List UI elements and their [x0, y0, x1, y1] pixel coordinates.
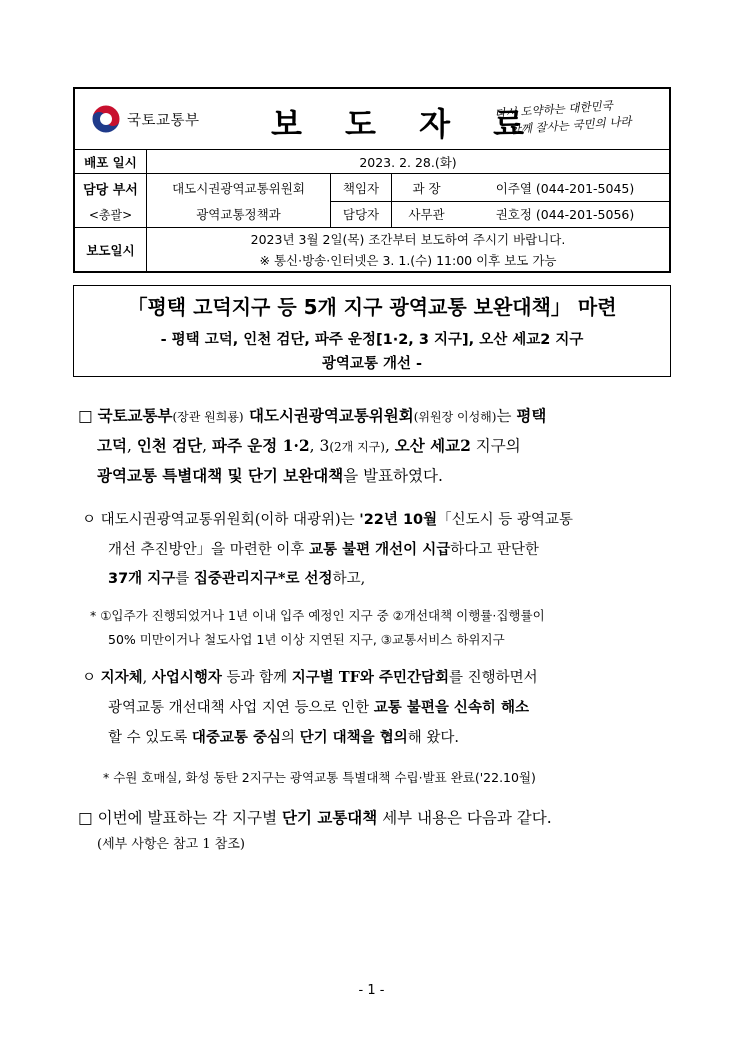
- p1-paju: 파주 운정 1·2: [211, 436, 310, 455]
- p2-intro: 대도시권광역교통위원회(이하 대광위)는: [100, 512, 360, 528]
- p1-comma-3: ,: [384, 437, 395, 455]
- slogan-line-2: 함께 잘사는 국민의 나라: [509, 114, 632, 137]
- distribution-date: 2023. 2. 28.(화): [146, 150, 669, 173]
- headline-box: [73, 285, 671, 377]
- release-line-1: 2023년 3월 2일(목) 조간부터 보도하여 주시기 바랍니다.: [250, 232, 566, 247]
- p3-of: 의: [280, 730, 300, 746]
- circle-bullet-icon: ㅇ: [82, 670, 97, 686]
- footnote-2-line: * 수원 호매실, 화성 동탄 2지구는 광역교통 특별대책 수립·발표 완료('22.10월): [103, 770, 536, 785]
- contact-person: 권호정 (044-201-5056): [495, 207, 635, 222]
- square-bullet-icon: □: [78, 809, 93, 827]
- p1-two-districts: (2개 지구): [329, 440, 385, 454]
- p3-consulted: 해 왔다.: [407, 730, 459, 746]
- department-sub-label: <총괄>: [88, 207, 133, 222]
- department-row: [75, 173, 669, 227]
- page-number: - 1 -: [358, 983, 385, 998]
- release-note: [146, 228, 669, 271]
- p1-incheon: 인천 검단: [136, 436, 203, 455]
- release-label: 보도일시: [86, 242, 135, 258]
- header-banner: [75, 89, 673, 149]
- paragraph-1-line-3: [97, 464, 443, 486]
- paragraph-3-line-2: [108, 696, 529, 717]
- document-type-title: 보 도 자 료: [271, 105, 541, 143]
- paragraph-1-line-2: [97, 434, 521, 456]
- press-release-header: [73, 87, 671, 273]
- p1-ministry: 국토교통부: [97, 406, 173, 425]
- department-label-cell: [75, 174, 146, 227]
- responsible-title: 과 장: [391, 174, 461, 201]
- department-name-cell: [146, 174, 330, 227]
- contact-label: 담당자: [342, 207, 380, 222]
- p1-paju-3: , 3: [309, 437, 330, 455]
- p3-short-term: 단기 대책을 협의: [299, 729, 408, 746]
- p3-resolve: 교통 불편을 신속히 해소: [373, 699, 529, 716]
- responsible-row: [331, 174, 669, 202]
- p1-comma-1: ,: [126, 437, 137, 455]
- paragraph-1-line-1: [78, 404, 546, 426]
- p4-details: 세부 내용은 다음과 같다.: [377, 809, 552, 827]
- paragraph-4-line-1: [78, 806, 552, 828]
- p2-designated: 집중관리지구*로 선정: [193, 570, 333, 587]
- responsible-contact: 이주열 (044-201-5045): [495, 180, 635, 196]
- footnote-1-line-2: 50% 미만이거나 철도사업 1년 이상 지연된 지구, ③교통서비스 하위지구: [108, 632, 505, 647]
- headline: 「평택 고덕지구 등 5개 지구 광역교통 보완대책」 마련: [127, 295, 617, 319]
- p2-urgent: 교통 불편 개선이 시급: [309, 541, 451, 558]
- p2-particle: 를: [175, 571, 194, 587]
- p2-after: 개선 추진방안」을 마련한 이후: [108, 542, 310, 558]
- paragraph-4-line-2: (세부 사항은 참고 1 참조): [97, 837, 245, 852]
- p3-local-gov: 지자체: [100, 669, 143, 686]
- p3-so-that: 할 수 있도록: [108, 730, 192, 746]
- p2-and: 하고,: [332, 571, 366, 587]
- p3-progressing: 를 진행하면서: [449, 670, 538, 686]
- p1-district-of: 지구의: [470, 437, 521, 455]
- p1-pyeongtaek: 평택: [516, 406, 547, 425]
- contact-row: [331, 201, 669, 227]
- release-row: [75, 227, 669, 271]
- p3-delay: 광역교통 개선대책 사업 지연 등으로 인한: [108, 700, 374, 716]
- p3-tf-meetings: 지구별 TF와 주민간담회: [291, 669, 450, 686]
- p3-developer: 사업시행자: [151, 669, 222, 686]
- ministry-name: 국토교통부: [127, 113, 200, 129]
- p1-osan: 오산 세교2: [394, 436, 471, 455]
- department-name-2: 광역교통정책과: [196, 206, 281, 222]
- slogan-line-1: 다시 도약하는 대한민국: [494, 98, 614, 121]
- p2-plan: 「신도시 등 광역교통: [437, 512, 573, 528]
- p1-minister: (장관 원희룡): [172, 410, 244, 424]
- p1-announced: 을 발표하였다.: [343, 467, 443, 485]
- contact-title: 사무관: [391, 201, 461, 227]
- p3-together: 등과 함께: [221, 670, 292, 686]
- contacts-cell: [330, 174, 669, 227]
- p4-intro: 이번에 발표하는 각 지구별: [97, 809, 283, 827]
- p1-committee: 대도시권광역교통위원회: [243, 406, 414, 425]
- paragraph-2-line-1: [82, 508, 573, 529]
- paragraph-3-line-1: [82, 666, 538, 687]
- release-line-2: ※ 통신·방송·인터넷은 3. 1.(수) 11:00 이후 보도 가능: [259, 253, 557, 268]
- responsible-label: 책임자: [342, 180, 380, 196]
- p3-public-transit: 대중교통 중심: [191, 729, 281, 746]
- circle-bullet-icon: ㅇ: [82, 512, 97, 528]
- p2-judged: 하다고 판단한: [450, 542, 539, 558]
- department-label: 담당 부서: [83, 182, 138, 198]
- p2-37-districts: 37개 지구: [108, 571, 176, 587]
- department-name-1: 대도시권광역교통위원회: [172, 180, 305, 196]
- footnote-1-line-1: * ①입주가 진행되었거나 1년 이내 입주 예정인 지구 중 ②개선대책 이행률·집행률이: [90, 608, 545, 623]
- p2-date: '22년 10월: [359, 512, 438, 528]
- paragraph-2-line-2: [108, 538, 539, 559]
- p1-comma-2: ,: [202, 437, 212, 455]
- paragraph-3-line-3: [108, 726, 459, 747]
- subheadline-line-1: - 평택 고덕, 인천 검단, 파주 운정[1·2, 3 지구], 오산 세교2 지구: [160, 332, 584, 348]
- p1-chair: (위원장 이성해): [413, 410, 497, 424]
- distribution-row: [75, 149, 669, 173]
- distribution-label: 배포 일시: [84, 154, 137, 170]
- p1-measures: 광역교통 특별대책 및 단기 보완대책: [97, 466, 344, 485]
- p1-particle: 는: [496, 407, 517, 425]
- taegeuk-emblem-icon: [91, 104, 121, 134]
- p3-comma: ,: [142, 670, 152, 686]
- p4-short-term: 단기 교통대책: [282, 808, 378, 827]
- square-bullet-icon: □: [78, 407, 93, 425]
- p1-godeok: 고덕: [97, 436, 127, 455]
- paragraph-2-line-3: [108, 567, 365, 588]
- subheadline-line-2: 광역교통 개선 -: [321, 356, 423, 372]
